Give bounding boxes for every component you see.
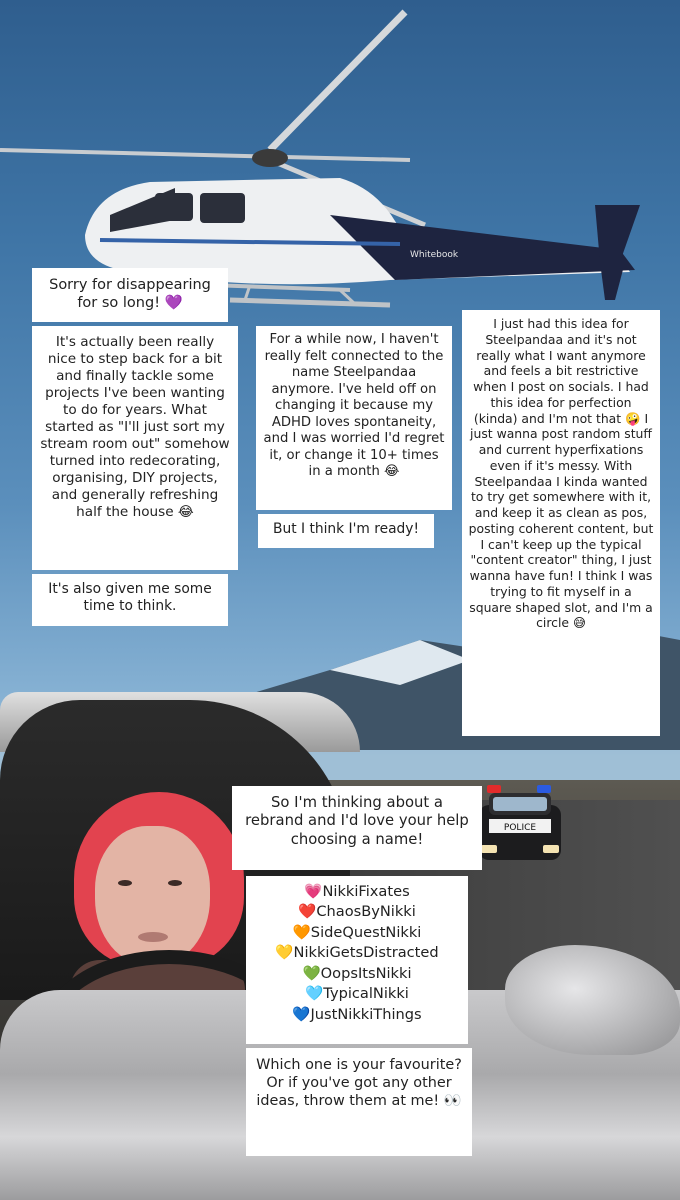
driver-face: [95, 826, 210, 966]
driver-eye-right: [168, 880, 182, 886]
time-to-think-card: [32, 574, 228, 626]
name-option: 💗NikkiFixates: [304, 883, 410, 900]
rebrand-card: [232, 786, 482, 870]
idea-text: I just had this idea for Steelpandaa and it's not really what I want anymore and feels a bit restrictive when I post on socials. I had this idea for perfection (kinda) and I'm not that 🤪 I just wanna post random stuff and current hyperfixations even if it's messy. With Steelpandaa I kinda wanted to try get somewhere with it, and keep it as clean as pos, posting coherent content, but I can't keep up the typical "content creator" thing, I just wanna have fun! I think I was trying to fit myself in a square shaped slot, and I'm a circle 😅: [468, 316, 654, 631]
question-card: [246, 1048, 472, 1156]
name-option: 💙JustNikkiThings: [292, 1005, 422, 1023]
step-back-text: It's actually been really nice to step back for a bit and finally tackle some projects I've been wanting to do for years. What started as "I'll just sort my stream room out" somehow turned into redecorating, organising, DIY projects, and generally refreshing half the house 😂: [40, 334, 230, 520]
name-option: 💛NikkiGetsDistracted: [275, 944, 439, 962]
question-text: Which one is your favourite? Or if you've got any other ideas, throw them at me! 👀: [256, 1057, 462, 1109]
driver-mouth: [138, 932, 168, 942]
police-car: [475, 785, 565, 870]
helicopter-logo: Whitebook: [410, 250, 459, 260]
name-option: 💚OopsItsNikki: [302, 964, 412, 982]
idea-card: [462, 310, 660, 736]
step-back-card: [32, 326, 238, 570]
ready-card: [258, 514, 434, 548]
time-to-think-text: It's also given me some time to think.: [48, 581, 212, 615]
driver-eye-left: [118, 880, 132, 886]
names-card: [246, 876, 468, 1044]
name-feeling-card: [256, 326, 452, 510]
intro-text: Sorry for disappearing for so long! 💜: [49, 277, 211, 312]
intro-card: [32, 268, 228, 322]
ready-text: But I think I'm ready!: [272, 521, 420, 537]
rebrand-text: So I'm thinking about a rebrand and I'd love your help choosing a name!: [245, 794, 469, 848]
name-feeling-text: For a while now, I haven't really felt connected to the name Steelpandaa anymore. I've held off on changing it because my ADHD loves spontaneity, and I was worried I'd regret it, or change it 10+ times in a month 😂: [263, 332, 445, 479]
name-option: 🩵TypicalNikki: [305, 985, 409, 1003]
police-label: POLICE: [503, 823, 537, 833]
name-option: 🧡SideQuestNikki: [292, 923, 422, 941]
name-option: ❤️ChaosByNikki: [298, 903, 416, 921]
